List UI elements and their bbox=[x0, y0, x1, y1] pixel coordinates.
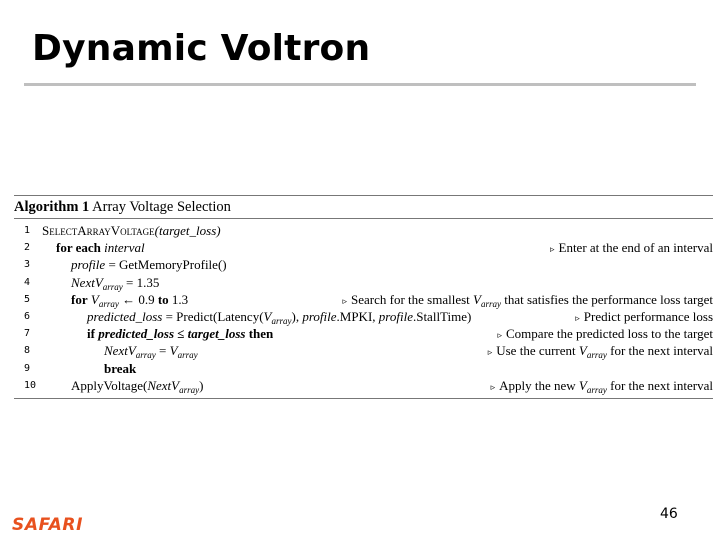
line-code bbox=[71, 274, 159, 291]
line-number: 8 bbox=[24, 345, 31, 357]
line-number: 9 bbox=[24, 362, 31, 374]
comment-text: Use the current bbox=[496, 343, 579, 359]
safari-logo: SAFARI bbox=[12, 515, 83, 535]
comment-text: that satisfies the performance loss target bbox=[500, 291, 713, 307]
algorithm-lines bbox=[14, 219, 713, 394]
expression: 1.3 bbox=[168, 291, 189, 307]
slide-title: Dynamic Voltron bbox=[32, 28, 371, 69]
algorithm-header bbox=[14, 196, 713, 218]
line-code bbox=[42, 222, 221, 239]
comment-triangle-icon: ▹ bbox=[575, 312, 580, 323]
line-code bbox=[87, 308, 471, 325]
expression: ) bbox=[199, 377, 204, 393]
comment-triangle-icon: ▹ bbox=[487, 347, 493, 358]
comment-text: Apply the new bbox=[499, 377, 579, 393]
subscript: array bbox=[177, 350, 198, 361]
expression: ApplyVoltage( bbox=[71, 377, 148, 393]
algorithm-box bbox=[14, 195, 713, 399]
expression: .StallTime) bbox=[412, 308, 472, 324]
variable: predicted_loss bbox=[98, 326, 175, 342]
comment-text: Compare the predicted loss to the target bbox=[506, 326, 713, 342]
comment-triangle-icon: ▹ bbox=[549, 244, 555, 255]
variable: V bbox=[578, 343, 587, 359]
line-comment bbox=[491, 377, 713, 396]
function-args: (target_loss) bbox=[154, 223, 221, 238]
subscript: array bbox=[586, 350, 607, 361]
variable: profile bbox=[378, 308, 413, 324]
algorithm-line-6 bbox=[14, 308, 713, 325]
keyword: for each bbox=[56, 240, 101, 256]
algorithm-line-2 bbox=[14, 239, 713, 256]
subscript: array bbox=[480, 298, 501, 309]
keyword: if bbox=[87, 326, 95, 342]
comment-text: Enter at the end of an interval bbox=[558, 240, 713, 256]
expression: ), bbox=[291, 308, 303, 324]
algorithm-bottom-rule bbox=[14, 398, 713, 399]
line-number: 1 bbox=[24, 225, 31, 236]
variable: NextV bbox=[71, 274, 103, 290]
variable: profile bbox=[302, 308, 337, 324]
expression: ← 0.9 bbox=[118, 291, 158, 307]
subscript: array bbox=[586, 384, 607, 395]
line-code bbox=[71, 256, 227, 273]
algorithm-label: Algorithm 1 bbox=[14, 199, 90, 215]
line-number: 3 bbox=[24, 259, 31, 271]
keyword: for bbox=[71, 291, 88, 307]
line-code bbox=[71, 291, 188, 308]
line-code bbox=[87, 325, 273, 342]
comment-triangle-icon: ▹ bbox=[497, 330, 503, 341]
algorithm-line-8 bbox=[14, 342, 713, 359]
variable: V bbox=[263, 308, 272, 324]
expression: = 1.35 bbox=[122, 274, 160, 290]
algorithm-line-9 bbox=[14, 360, 713, 377]
comment-text: Search for the smallest bbox=[351, 291, 474, 307]
line-code bbox=[71, 377, 203, 394]
algorithm-line-1 bbox=[14, 222, 713, 239]
line-number: 6 bbox=[24, 310, 31, 322]
line-number: 2 bbox=[24, 242, 31, 254]
variable: predicted_loss bbox=[87, 308, 163, 324]
operator: ≤ bbox=[174, 326, 188, 342]
subscript: array bbox=[135, 350, 156, 361]
variable: NextV bbox=[104, 343, 136, 359]
algorithm-line-5 bbox=[14, 291, 713, 308]
subscript: array bbox=[102, 281, 123, 292]
algorithm-line-4 bbox=[14, 274, 713, 291]
line-number: 7 bbox=[24, 328, 31, 340]
variable: NextV bbox=[147, 377, 180, 393]
expression: = Predict(Latency( bbox=[162, 308, 264, 324]
subscript: array bbox=[179, 384, 200, 395]
line-number: 5 bbox=[24, 293, 31, 305]
subscript: array bbox=[271, 315, 292, 326]
function-name: SelectArrayVoltage bbox=[42, 223, 155, 238]
variable: V bbox=[169, 343, 178, 359]
line-code bbox=[104, 360, 136, 377]
comment-triangle-icon: ▹ bbox=[342, 295, 347, 306]
variable: V bbox=[90, 291, 99, 307]
algorithm-line-10 bbox=[14, 377, 713, 394]
line-number: 4 bbox=[24, 276, 31, 288]
title-divider bbox=[24, 83, 696, 86]
keyword: to bbox=[157, 291, 169, 307]
operator: = bbox=[155, 343, 170, 359]
line-number: 10 bbox=[24, 379, 37, 391]
variable: V bbox=[578, 377, 587, 393]
line-code bbox=[56, 239, 145, 256]
subscript: array bbox=[98, 298, 119, 309]
keyword: break bbox=[104, 360, 137, 376]
variable: interval bbox=[104, 240, 145, 256]
keyword: then bbox=[248, 326, 274, 342]
line-code bbox=[104, 342, 198, 359]
comment-text: for the next interval bbox=[606, 377, 713, 393]
algorithm-line-7 bbox=[14, 325, 713, 342]
variable: V bbox=[473, 291, 481, 307]
algorithm-name: Array Voltage Selection bbox=[92, 199, 231, 215]
variable: profile bbox=[71, 257, 106, 273]
comment-text: for the next interval bbox=[606, 343, 713, 359]
expression: .MPKI, bbox=[336, 308, 379, 324]
algorithm-line-3 bbox=[14, 256, 713, 273]
variable: target_loss bbox=[187, 326, 246, 342]
comment-triangle-icon: ▹ bbox=[490, 381, 496, 392]
comment-text: Predict performance loss bbox=[583, 308, 713, 324]
expression: = GetMemoryProfile() bbox=[105, 257, 227, 273]
page-number: 46 bbox=[660, 506, 678, 522]
